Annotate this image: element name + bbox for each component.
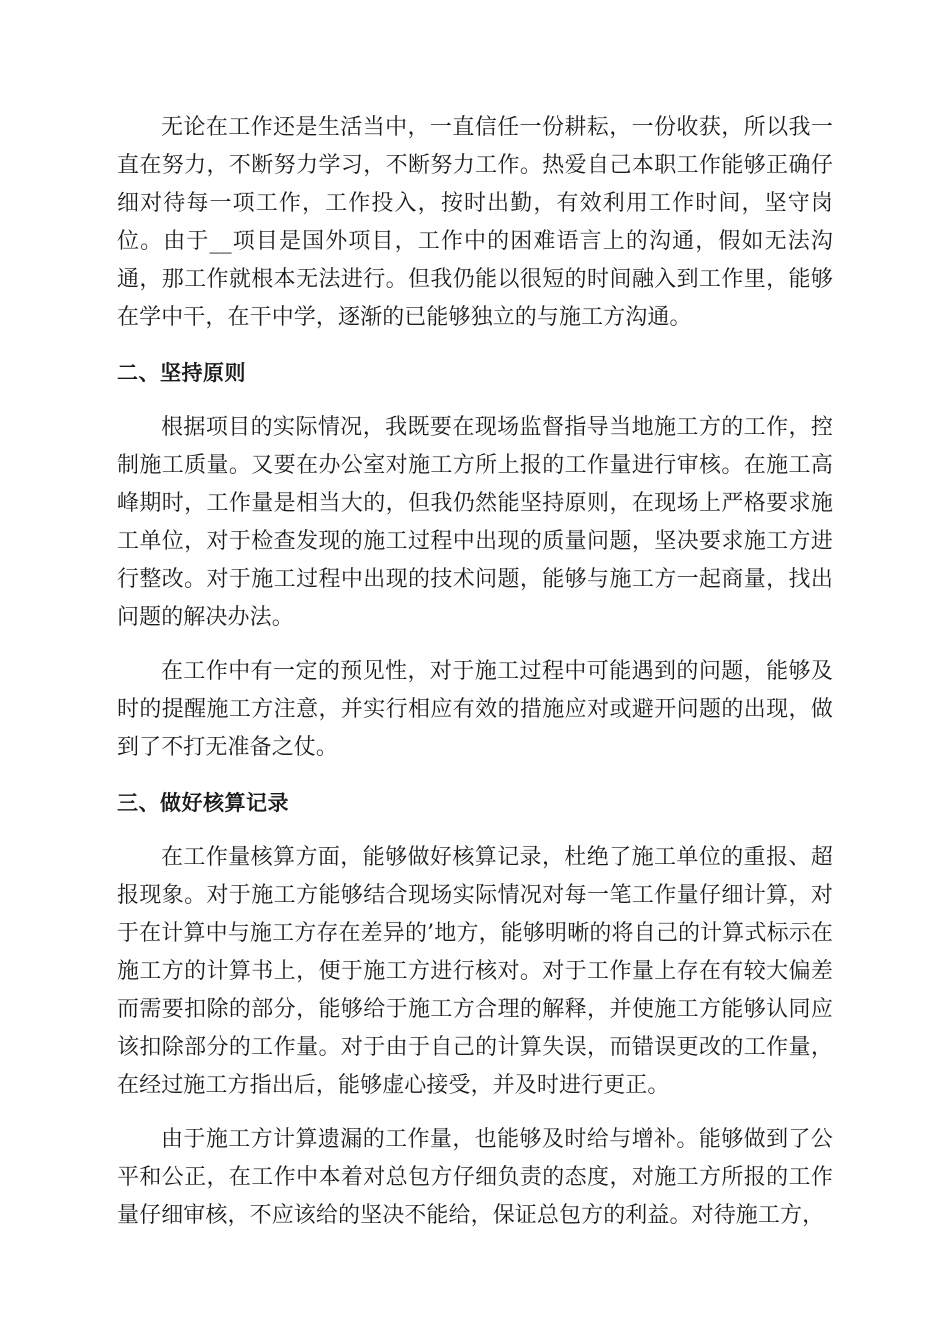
body-paragraph: 无论在工作还是生活当中，一直信任一份耕耘，一份收获，所以我一直在努力，不断努力学习，不断努力工作。热爱自己本职工作能够正确仔细对待每一项工作，工作投入，按时出勤，有效利用工作时间，坚守岗位。由于__项目是国外项目，工作中的困难语言上的沟通，假如无法沟通，那工作就根本无法进行。但我仍能以很短的时间融入到工作里，能够在学中干，在干中学，逐渐的已能够独立的与施工方沟通。 [117, 115, 833, 330]
section-heading: 三、做好核算记录 [117, 791, 289, 815]
body-paragraph: 在工作量核算方面，能够做好核算记录，杜绝了施工单位的重报、超报现象。对于施工方能够结合现场实际情况对每一笔工作量仔细计算，对于在计算中与施工方存在差异的’地方，能够明晰的将自己的计算式标示在施工方的计算书上，便于施工方进行核对。对于工作量上存在有较大偏差而需要扣除的部分，能够给于施工方合理的解释，并使施工方能够认同应该扣除部分的工作量。对于由于自己的计算失误，而错误更改的工作量，在经过施工方指出后，能够虚心接受，并及时进行更正。 [117, 845, 833, 1098]
body-paragraph: 在工作中有一定的预见性，对于施工过程中可能遇到的问题，能够及时的提醒施工方注意，并实行相应有效的措施应对或避开问题的出现，做到了不打无准备之仗。 [117, 659, 833, 760]
body-paragraph: 根据项目的实际情况，我既要在现场监督指导当地施工方的工作，控制施工质量。又要在办公室对施工方所上报的工作量进行审核。在施工高峰期时，工作量是相当大的，但我仍然能坚持原则，在现场上严格要求施工单位，对于检查发现的施工过程中出现的质量问题，坚决要求施工方进行整改。对于施工过程中出现的技术问题，能够与施工方一起商量，找出问题的解决办法。 [117, 415, 833, 630]
body-paragraph: 由于施工方计算遗漏的工作量，也能够及时给与增补。能够做到了公平和公正，在工作中本着对总包方仔细负责的态度，对施工方所报的工作量仔细审核，不应该给的坚决不能给，保证总包方的利益。对待施工方， [117, 1127, 833, 1228]
document-page [117, 109, 833, 1235]
section-heading: 二、坚持原则 [117, 361, 246, 385]
